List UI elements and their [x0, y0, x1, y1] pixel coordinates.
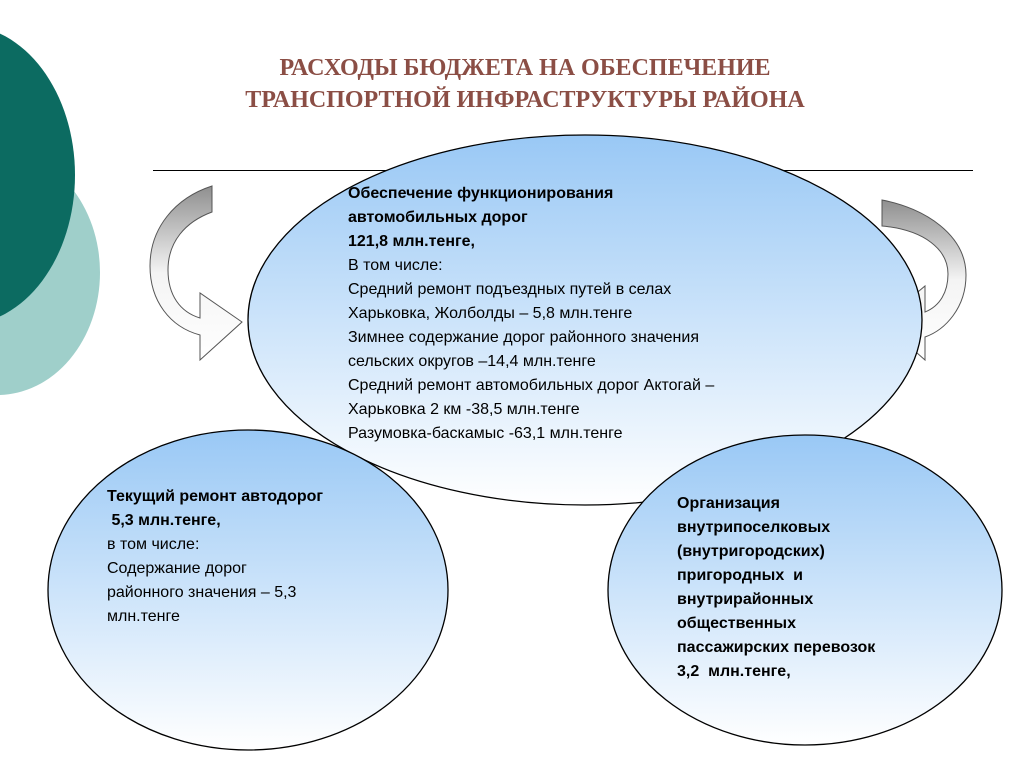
main-line: Разумовка-баскамыс -63,1 млн.тенге: [348, 425, 623, 442]
left-amount: 5,3 млн.тенге,: [107, 512, 221, 529]
main-line: сельских округов –14,4 млн.тенге: [348, 353, 596, 370]
right-line: общественных: [677, 615, 796, 632]
left-heading: Текущий ремонт автодорог: [107, 488, 324, 505]
main-amount: 121,8 млн.тенге,: [348, 233, 475, 250]
title-line-1: РАСХОДЫ БЮДЖЕТА НА ОБЕСПЕЧЕНИЕ: [279, 55, 771, 81]
right-ellipse-text: [677, 492, 875, 684]
main-line: Средний ремонт подъездных путей в селах: [348, 281, 672, 298]
left-ellipse-text: [107, 485, 323, 629]
right-line: внутрирайонных: [677, 591, 814, 608]
main-line: В том числе:: [348, 257, 443, 274]
curved-arrow-left-icon: [150, 186, 242, 360]
main-line: Зимнее содержание дорог районного значения: [348, 329, 699, 346]
main-line: Средний ремонт автомобильных дорог Актогай –: [348, 377, 715, 394]
left-line: млн.тенге: [107, 608, 180, 625]
main-line: Харьковка, Жолболды – 5,8 млн.тенге: [348, 305, 633, 322]
right-line: пассажирских перевозок: [677, 639, 876, 656]
main-line: Харьковка 2 км -38,5 млн.тенге: [348, 401, 580, 418]
title-line-2: ТРАНСПОРТНОЙ ИНФРАСТРУКТУРЫ РАЙОНА: [245, 87, 805, 113]
left-line: районного значения – 5,3: [107, 584, 297, 601]
right-line: пригородных и: [677, 567, 803, 584]
left-line: Содержание дорог: [107, 560, 247, 577]
right-line: (внутригородских): [677, 543, 825, 560]
right-line: Организация: [677, 495, 780, 512]
right-line: 3,2 млн.тенге,: [677, 663, 791, 680]
main-heading-1: Обеспечение функционирования: [348, 185, 614, 202]
main-ellipse-text: [348, 182, 714, 446]
main-heading-2: автомобильных дорог: [348, 209, 528, 226]
right-line: внутрипоселковых: [677, 519, 831, 536]
left-line: в том числе:: [107, 536, 200, 553]
